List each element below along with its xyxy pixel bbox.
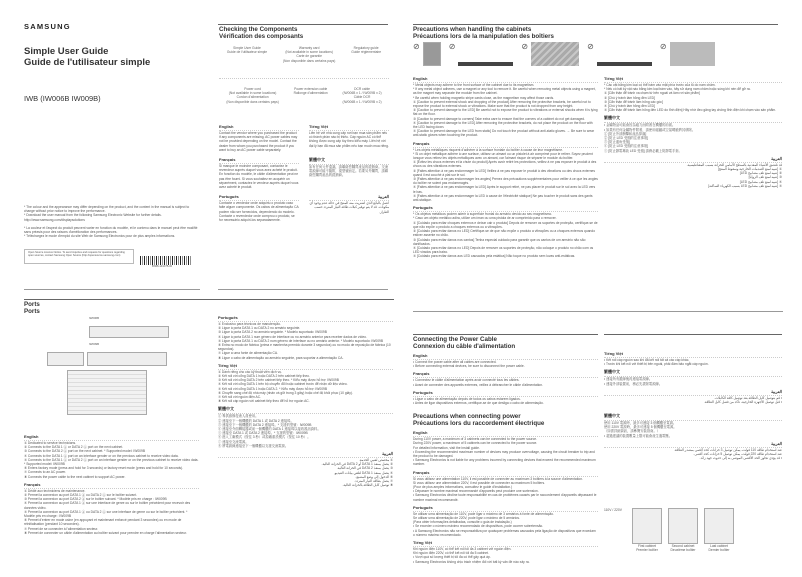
paragraph: ② [تنبيه لمنع تلف مصابيح LED] bbox=[739, 171, 782, 176]
paragraph: （如需詳細資訊，請參閱安裝指南。） bbox=[604, 429, 661, 434]
paragraph: ④ [Caution to prevent damage to the LED] After removing the protective brackets, do not place the product on the floor with the LED facing down. bbox=[413, 120, 593, 130]
paragraph: ⑤ [Cuidado para evitar danos aos LED causados pela estática] Não toque no produto sem luvas anti-estáticas. bbox=[413, 254, 576, 259]
paragraph: • Connect the power cable after all cables are connected. bbox=[413, 360, 497, 364]
paragraph: ⑧ Ligue o cabo de alimentação ao armário seguinte, para suportar a alimentação CA. bbox=[218, 355, 344, 360]
language-block bbox=[604, 115, 782, 152]
paragraph: ④ [Chú ý tránh làm hỏng đèn LED] bbox=[604, 104, 655, 109]
paragraph: * Os objetos metálicos podem aderir à superfície frontal do armário devido ao seu magnetismo. bbox=[413, 212, 553, 217]
paragraph: 如有任何元件遺漏，請聯絡您購買產品的經銷商。交流電源線可能不隨附，視型號而定。若要另外購買，請聯絡您購買產品的經銷商。 bbox=[309, 165, 389, 178]
paragraph: 使用 220V 電源時，最多可連接 5 個機櫃至電源。 bbox=[604, 425, 677, 430]
language-heading: Français bbox=[219, 157, 299, 164]
language-heading: Português bbox=[219, 194, 299, 201]
paragraph: ① Dedicated to service technicians. bbox=[24, 441, 77, 445]
precautions-title-fr: Précautions lors de la manipulation des boîtiers bbox=[413, 33, 554, 40]
ports-diagram bbox=[87, 316, 207, 415]
language-heading: العربية bbox=[604, 441, 782, 448]
paragraph: ⑤ Connects to the DATA 1 ⓖ or DATA 2 ⓖ port on an interface gender or on the previous cabinet to receive video data. * Supported model: IW009B bbox=[24, 457, 199, 467]
paragraph: • Se exceder o número máximo recomendado de dispositivos, pode ocorrer sobretensão. bbox=[413, 524, 544, 529]
language-heading: العربية bbox=[309, 194, 389, 201]
paragraph: Si manque le moindre composant, contactez le revendeur auprès duquel vous avez acheté le produit. En fonction du modèle, le câble d'alimentation peut ne pas être fourni. Si vous souhaitez en acquérir un séparément, contactez le vendeur auprès duquel vous avez acheté le produit. bbox=[219, 164, 299, 190]
prohibited-icon: ⊘ bbox=[413, 42, 420, 51]
paragraph: ② Permet la connexion au port DATA 1 ⓖ ou DATA 2 ⓖ sur le boîtier suivant. bbox=[24, 493, 138, 498]
language-heading: Tiếng Việt bbox=[218, 363, 393, 370]
paragraph: * Les objets métalliques risquent d'adhérer à la surface frontale du boîtier à cause de leur magnétisme. bbox=[413, 147, 563, 152]
paragraph: ⑧ 將電源線連接至下一個機櫃以支援交流電源。 bbox=[218, 443, 289, 448]
paragraph: ⑤ Permet la connexion au port DATA 1 ⓖ ou DATA 2 ⓖ sur une interface de genre ou sur le boîtier précédent. * Modèle pris en charge : IW009B bbox=[24, 509, 188, 519]
paragraph: • 金屬物品可能會因為磁力而附著在機櫃的前面。 bbox=[604, 123, 676, 128]
paragraph: ⑤ [防止靜電導致 LED 受損] 請務必戴上防靜電手套。 bbox=[604, 148, 682, 153]
component-label: Câble DCR bbox=[353, 95, 371, 100]
paragraph: ① Exclusivo para técnicos de manutenção. bbox=[218, 322, 281, 326]
language-block bbox=[413, 430, 598, 466]
paragraph: • قم بتوصيل كابل الطاقة بعد توصيل كافة الكابلات. bbox=[714, 395, 782, 400]
component-label: Power extension cable bbox=[294, 87, 328, 91]
language-heading: Português bbox=[413, 205, 598, 212]
paragraph: ③ يتصل بمنفذ DATA 2 في الخزانة التالية. bbox=[336, 466, 393, 471]
paragraph: ⑤ [Cẩn thận để tránh làm hỏng đèn LED do tĩnh điện] Hãy nhớ đeo găng tay chống tĩnh điện khi chạm vào sản phẩm. bbox=[604, 108, 777, 113]
paragraph: • قد يؤدي تجاوز الحد الأقصى الموصى به إلى حدوث جهد زائد. bbox=[699, 456, 782, 461]
paragraph: ② [Chú ý tránh làm hỏng đèn LED] bbox=[604, 95, 655, 100]
open-source-text: Open Source Licence Notice. To send inquiries and requests for questions regarding open sources, contact Samsung Open Source (http://opensource.samsung.com) bbox=[28, 251, 125, 258]
paragraph: ④ Permet la connexion au port DATA 1 ⓖ sur une interface de genre ou sur le boîtier précédent pour recevoir des données vidéo. bbox=[24, 501, 191, 510]
paragraph: ④ يتصل بمنفذ DATA 1 لتلقي بيانات الفيديو. bbox=[333, 470, 393, 475]
paragraph: • Avant de connecter des appareils externes, veillez à débrancher le câble d'alimentation. bbox=[413, 382, 544, 387]
paragraph: • Trước khi kết nối với thiết bị bên ngoài, phải đảm bảo ngắt cáp nguồn. bbox=[604, 362, 709, 367]
component-label: Guide de l'utilisateur simple bbox=[226, 50, 268, 55]
language-heading: Français bbox=[413, 141, 598, 148]
open-source-notice bbox=[24, 249, 134, 264]
power-prec-title-en: Precautions when connecting power bbox=[413, 413, 521, 421]
paragraph: ① مخصص لفنيي الخدمة. bbox=[358, 458, 393, 463]
guide-title-fr: Guide de l'utilisateur simple bbox=[24, 56, 151, 68]
language-heading: 繁體中文 bbox=[218, 406, 393, 414]
note-text: * Download the user manual from the following Samsung Electronic Website for further details. http://www.samsung.com/displaysolutions bbox=[24, 213, 162, 222]
paragraph: ⑥ 進入工廠模式（按住 3 秒）或原廠重設模式（按住 10 秒）。 bbox=[218, 435, 311, 440]
second-cabinet-figure bbox=[668, 508, 698, 544]
component-label: (IW006B x 1 / IW009B x 2) bbox=[342, 99, 382, 104]
language-block bbox=[219, 154, 299, 189]
paragraph: ① [Caution to prevent external shock and dropping of the product] After removing the protective brackets, be careful not to expose the product to external shock or vibrations. Make sure that the product is not dropped from any height. bbox=[413, 99, 591, 109]
paragraph: ④ [防止 LED 受損的注意事項] bbox=[604, 144, 648, 149]
component-label: (Not available in some locations) bbox=[285, 50, 333, 55]
paragraph: ③ [Caution to prevent damage to corners] Take extra care to ensure that the corners of a cabinet do not get damaged. bbox=[413, 116, 586, 121]
paragraph: • Samsung Electronics is not liable for any problems incurred by connecting devices that exceed the recommended maximum number. bbox=[413, 458, 596, 467]
paragraph: عند استخدام طاقة 110 فولت، يمكن توصيل 3 خزانات كحد أقصى بمصدر الطاقة. bbox=[673, 447, 782, 452]
language-heading: English bbox=[24, 434, 199, 441]
language-block bbox=[218, 363, 393, 404]
paragraph: * Si un objet métallique adhère à une surface, utilisez un aimant ou un pistolet à air comprimé pour le retirer. Soyez prudent lorsque vous retirez les objets métalliques avec un aimant, car l'aimant risque de séparer le module du boîtier. bbox=[413, 151, 593, 161]
paragraph: ③ [防止邊角受損] bbox=[604, 140, 630, 145]
component-label: DCR cable bbox=[354, 87, 371, 91]
language-block bbox=[309, 121, 389, 152]
paragraph: ③ Kết nối với cổng DATA 2 trên cabinet tiếp theo. * Kiểu máy được hỗ trợ: IW009B bbox=[218, 378, 339, 383]
paragraph: ① Dành riêng cho các kỹ thuật viên dịch vụ. bbox=[218, 369, 282, 374]
language-heading: Tiếng Việt bbox=[604, 76, 782, 83]
paragraph: ② 連接至下一個機櫃的 DATA 1 或 DATA 2 連接埠。 bbox=[218, 418, 294, 423]
paragraph: • A Samsung Electronics não se responsabiliza por quaisquer problemas causados pela ligação de dispositivos que excedam o número máximo recomendado. bbox=[413, 528, 596, 537]
paragraph: Contact the vendor where you purchased the product if any components are missing. AC power cables may not be provided depending on the model. Contact the dealer from whom you purchased the product if you want to buy an AC power cable separately. bbox=[219, 131, 298, 152]
fig-label: Premier boîtier bbox=[636, 548, 658, 553]
component-item bbox=[283, 46, 335, 63]
paragraph: ① 專供維修技術人員使用。 bbox=[218, 414, 259, 419]
paragraph: ⑤ 連接至 DATA 1 或 DATA 2 連接埠。* 支援的型號：IW009B bbox=[218, 431, 308, 436]
samsung-logo: SAMSUNG bbox=[24, 22, 71, 31]
paragraph: (Pour de plus amples informations, consultez le guide d'installation.) bbox=[413, 485, 513, 490]
paragraph: ④ Kết nối với cổng DATA 1 trên bộ chuyển đổi hoặc cabinet trước để nhận dữ liệu video. bbox=[218, 382, 348, 387]
barcode-code: BN68-14107B-00 bbox=[152, 265, 173, 268]
language-block bbox=[219, 121, 299, 152]
paragraph: ② Kết nối với cổng DATA 1 hoặc DATA 2 trên cabinet tiếp theo. bbox=[218, 374, 310, 379]
language-heading: 繁體中文 bbox=[604, 413, 782, 421]
language-block bbox=[219, 191, 299, 222]
language-heading: Português bbox=[413, 505, 598, 512]
paragraph: ⑤ Kết nối với cổng DATA 1 hoặc DATA 2. * Kiểu máy được hỗ trợ: IW009B bbox=[218, 386, 328, 391]
note-text: * The colour and the appearance may differ depending on the product, and the content in the manual is subject to change without prior notice to improve the performance. bbox=[24, 205, 190, 214]
cover-notes bbox=[24, 205, 199, 238]
component-label: (Not available in some locations) bbox=[228, 91, 277, 96]
note-text: * La couleur et l'aspect du produit peuvent varier en fonction du modèle, et le contenu dans le manuel peut être modifié sans préavis pour des raisons d'amélioration des performances. bbox=[24, 225, 198, 235]
paragraph: ⑤ [Caution to prevent damage to the LED from static] Do not touch the product without anti-static gloves. → Be sure to wear anti-static gloves when touching the product. bbox=[413, 129, 595, 138]
paragraph: • Dépasser le nombre maximal recommandé d'appareils peut produire une surtension. bbox=[413, 489, 539, 494]
model-label-iw006b: IW006B bbox=[89, 316, 99, 320]
paragraph: For detailed information, visit the install guide. bbox=[413, 445, 480, 450]
paragraph: ⑧ Kết nối cáp nguồn với cabinet tiếp theo để hỗ trợ nguồn AC. bbox=[218, 399, 310, 404]
paragraph: ⑦ Connects to an AC power. bbox=[24, 470, 66, 475]
language-heading: Tiếng Việt bbox=[309, 124, 389, 131]
language-heading: Français bbox=[413, 371, 598, 378]
component-label: (Non disponible dans certains pays) bbox=[282, 58, 336, 63]
components-section bbox=[219, 26, 389, 224]
language-heading: 繁體中文 bbox=[604, 115, 782, 123]
paragraph: ② [Caution to prevent damage to the LED] Be careful not to expose the product to vibrations or external shocks when it is lying flat on the floor. bbox=[413, 108, 598, 117]
paragraph: ⑥ الدخول إلى وضع المصنع. bbox=[355, 474, 393, 479]
paragraph: ④ [تنبيه لمنع تلف مصابيح LED] bbox=[739, 179, 782, 184]
paragraph: * If any metal object adheres, use a magnet or any tool to remove it. Be careful when removing metal objects using a magnet, as the magnet may separate the module from the cabinet. bbox=[413, 87, 596, 96]
language-block bbox=[413, 353, 598, 368]
component-item bbox=[294, 87, 328, 95]
paragraph: • Vượt quá số lượng thiết bị tối đa có thể gây quá áp. bbox=[413, 555, 491, 560]
ports-title-en: Ports bbox=[24, 301, 40, 308]
component-label: Simple User Guide bbox=[233, 46, 261, 50]
precaution-illustrations bbox=[413, 42, 793, 70]
language-heading: Português bbox=[218, 315, 393, 322]
language-heading: 繁體中文 bbox=[309, 157, 389, 165]
language-block bbox=[413, 505, 598, 537]
paragraph: ③ Ligue à porta DATA 2 no armário seguinte. * Modelo suportado: IW009B bbox=[218, 330, 327, 335]
language-block bbox=[24, 434, 199, 479]
paragraph: * Các vật bằng kim loại có thể bám vào mặt phía trước của tủ do nam châm. bbox=[604, 83, 716, 87]
language-heading: Tiếng Việt bbox=[604, 351, 782, 358]
language-block bbox=[309, 191, 389, 222]
paragraph: * Caso um objeto metálico adira, utilize um íman ou uma pistola de ar comprimido para o remover. bbox=[413, 216, 557, 221]
language-heading: العربية bbox=[604, 389, 782, 396]
language-block bbox=[413, 76, 598, 138]
paragraph: ② [防止 LED 受損的注意事項] bbox=[604, 136, 648, 141]
language-block bbox=[604, 76, 782, 112]
language-heading: العربية bbox=[604, 156, 782, 163]
paragraph: ④ Connects to the DATA 1 ⓖ port on an interface gender or on the previous cabinet to receive video data. bbox=[24, 453, 179, 458]
paragraph: ④ Ligue à porta DATA 1 num género de interface ou no armário anterior para receber dados de vídeo. bbox=[218, 334, 367, 339]
model-label-iw009b: IW009B bbox=[89, 342, 99, 347]
paragraph: ⑥ Entra no modo de fábrica (prima e mantenha premido durante 3 segundos) ou no modo de reposição de fábrica (10 segundos). bbox=[218, 343, 391, 352]
paragraph: ② [Faites attention à ne pas endommager la LED] Veillez à ne pas exposer le produit à des vibrations ou des chocs externes quand il est couché à plat sur le sol. bbox=[413, 168, 596, 177]
paragraph: ⑥ Chuyển sang chế độ nhà máy (nhấn và giữ trong 3 giây) hoặc chế độ khôi phục (10 giây). bbox=[218, 390, 353, 395]
paragraph: ③ [Cẩn thận để tránh làm hỏng các góc] bbox=[604, 99, 663, 104]
component-item bbox=[351, 46, 381, 54]
language-heading: English bbox=[413, 430, 598, 437]
paragraph: • Ligue o cabo de alimentação depois de todos os cabos estarem ligados. bbox=[413, 396, 521, 401]
language-block bbox=[218, 315, 393, 360]
paragraph: • قبل توصيل الأجهزة الخارجية، تأكد من فصل كابل الطاقة. bbox=[703, 400, 782, 405]
paragraph: Contacte o vendedor onde adquiriu o produto caso falte algum componente. Os cabos de alimentação CA podem não ser fornecidos, dependendo do modelo. Contacte o revendedor onde comprou o produto, se for necessário adquiri-los separadamente. bbox=[219, 201, 299, 223]
paragraph: • 連接所有纜線後再連接電源線。 bbox=[604, 377, 653, 382]
paragraph: ① [Cuidado para evitar choques externos e deixar cair o produto] Depois de remover os suportes de proteção, certifique-se de que não expõe o produto a choques externos ou a vibrações. bbox=[413, 220, 598, 229]
paragraph: ③ 連接至下一個機櫃的 DATA 2 連接埠。* 支援的型號：IW009B bbox=[218, 422, 312, 427]
paragraph: ② Ligue à porta DATA 1 ou DATA 2 no armário seguinte. bbox=[218, 326, 301, 331]
language-block bbox=[24, 482, 199, 535]
paragraph: * Nếu có bất kỳ vật nào bằng kim loại bám vào, hãy sử dụng nam châm hoặc súng khí nén để gỡ ra. bbox=[604, 87, 751, 92]
paragraph: ④ 連接至介面轉接器或前一個機櫃的 DATA 1 連接埠以接收視訊資料。 bbox=[218, 427, 321, 432]
fig-label: First cabinet bbox=[638, 544, 656, 548]
component-label: Carte de garantie bbox=[296, 54, 322, 59]
paragraph: • Kết nối cáp nguồn sau khi đã kết nối tất cả các cáp khác. bbox=[604, 358, 690, 362]
prohibited-icon: ⊘ bbox=[587, 42, 594, 51]
cabinet-rear-diagram bbox=[67, 370, 147, 415]
fig-label: Deuxième boîtier bbox=[670, 548, 696, 553]
paragraph: ⑤ [تنبيه لمنع تلف مصابيح LED بسبب الكهرباء الساكنة] bbox=[708, 183, 782, 188]
paragraph: ① Dédié aux techniciens de maintenance. bbox=[24, 488, 86, 493]
component-label: (Non disponible dans certains pays) bbox=[226, 99, 279, 104]
language-heading: English bbox=[219, 124, 299, 131]
paragraph: * Metal objects may adhere to the front surface of the cabinet due to its magnetism. bbox=[413, 83, 535, 87]
language-block bbox=[604, 156, 782, 188]
components-title-fr: Vérification des composants bbox=[219, 33, 304, 40]
paragraph: • Antes de ligar dispositivos externos, certifique-se de que desliga o cabo de alimentação. bbox=[413, 401, 544, 406]
language-heading: Français bbox=[413, 470, 598, 477]
language-heading: English bbox=[413, 353, 598, 360]
paragraph: • Connectez le câble d'alimentation après avoir connecté tous les câbles. bbox=[413, 378, 520, 383]
paragraph: • 連接外部裝置前，務必先拔除電源線。 bbox=[604, 381, 663, 386]
paragraph: ⑤ Ligue à porta DATA 1 ou DATA 2 num género de interface ou no armário anterior. * Modelo suportado: IW009B bbox=[218, 338, 384, 343]
paragraph: قد تلتصق الأشياء المعدنية بالسطح الأمامي للخزانة بسبب المغناطيسية. bbox=[686, 162, 782, 167]
component-label: Guide réglementaire bbox=[351, 50, 382, 55]
component-label: Power cord bbox=[244, 87, 261, 91]
paragraph: ③ [تنبيه لمنع تلف الزوايا] bbox=[748, 175, 782, 180]
paragraph: ① [Évitez les chocs externes et la chute du produit] Après avoir retiré les protections, veillez à ne pas exposer le produit à des chocs ou des vibrations externes. bbox=[413, 160, 597, 169]
last-cabinet-figure bbox=[704, 508, 734, 544]
power-title-fr: Connexion du câble d'alimentation bbox=[413, 343, 516, 350]
precautions-section bbox=[413, 26, 603, 40]
illustration-1 bbox=[413, 42, 441, 70]
paragraph: ③ [Faites attention à ne pas endommager les angles] Prenez des précautions supplémentaires pour veiller à ce que les angles du boîtier ne soient pas endommagés. bbox=[413, 177, 598, 186]
paragraph: • Before connecting external devices, be sure to disconnect the power cable. bbox=[413, 364, 525, 369]
prohibited-icon: ⊘ bbox=[659, 42, 667, 51]
paragraph: ⑧ Connects the power cable to the next cabinet to support AC power. bbox=[24, 474, 126, 479]
paragraph: ⑧ Permet de connecter un câble d'alimentation au boîtier suivant pour prendre en charge l'alimentation secteur. bbox=[24, 530, 187, 535]
language-heading: English bbox=[413, 76, 598, 83]
paragraph: ⑦ يتصل بطاقة التيار المتردد. bbox=[354, 479, 393, 484]
paragraph: • Samsung Electronics décline toute responsabilité en cas de problèmes causés par le raccordement d'appareils dépassant le nombre maximal recommandé. bbox=[413, 493, 597, 502]
fig-label: Second cabinet bbox=[671, 544, 695, 548]
paragraph: اتصل بالبائع الذي اشتريت منه المنتج في حالة عدم وجود أي مكونات. قد لا يتم توفير كبلات طاقة التيار المتردد حسب الطراز. bbox=[309, 201, 389, 214]
language-block bbox=[604, 389, 782, 404]
paragraph: 使用 110V 電源時，最多可連接 3 個機櫃至電源。 bbox=[604, 421, 677, 425]
language-block bbox=[604, 413, 782, 438]
paragraph: (Para obter informações detalhadas, consulte o guia de instalação.) bbox=[413, 520, 512, 525]
language-block bbox=[218, 451, 393, 487]
paragraph: • Samsung Electronics không chịu trách nhiệm đối với bất kỳ vấn đề nào xảy ra. bbox=[413, 559, 530, 564]
paragraph: ① [تنبيه لمنع الصدمات الخارجية وسقوط المنتج] bbox=[717, 167, 782, 172]
power-title-en: Connecting the Power Cable bbox=[413, 336, 497, 343]
paragraph: عند استخدام طاقة 220 فولت، يمكن توصيل 5 خزانات كحد أقصى. bbox=[693, 452, 782, 457]
prohibited-icon: ⊘ bbox=[448, 42, 456, 51]
illustration-4 bbox=[587, 42, 652, 70]
power-connection-figure bbox=[604, 508, 782, 552]
paragraph: * Be careful when holding magnetic stripe cards close, as the magnetism may affect those cards. bbox=[413, 95, 555, 100]
paragraph: Se utilizar uma alimentação de 220V, pode ligar o máximo de 5 armários. bbox=[413, 516, 520, 521]
model-name: IWB (IW006B IW009B) bbox=[24, 94, 101, 103]
ports-section bbox=[24, 301, 40, 315]
paragraph: • Exceeding the recommended maximum number of devices may produce overvoltage, causing the circuit breaker to trip and the product to be damaged. bbox=[413, 449, 595, 459]
paragraph: • 如果有任何金屬物件附著，請使用磁鐵或空氣噴槍將其移除。 bbox=[604, 127, 696, 132]
component-item bbox=[343, 87, 382, 104]
paragraph: ⑦ Kết nối với nguồn điện AC. bbox=[218, 395, 262, 400]
language-heading: Français bbox=[24, 482, 199, 489]
paragraph: ② [Cuidado para evitar danos no LED] Certifique-se de que não expõe o produto a vibrações ou a choques externos quando estiver assente no chão. bbox=[413, 229, 596, 238]
language-block bbox=[413, 141, 598, 203]
paragraph: ⑤ [Faites attention à ne pas endommager la LED à cause de l'électricité statique] Ne pas toucher le produit sans des gants anti-statique. bbox=[413, 193, 593, 203]
language-block bbox=[309, 154, 389, 189]
component-item bbox=[226, 87, 278, 104]
component-label: Rallonge d'alimentation bbox=[293, 91, 328, 96]
prohibited-icon: ⊘ bbox=[521, 42, 529, 51]
paragraph: ③ Connects to the DATA 2 ⓖ port on the next cabinet. * Supported model: IW009B bbox=[24, 449, 146, 454]
component-item bbox=[227, 46, 267, 54]
paragraph: ① [Cẩn thận để tránh va chạm từ bên ngoài và làm rơi sản phẩm] bbox=[604, 91, 700, 96]
power-section bbox=[413, 336, 598, 577]
paragraph: ⑥ Enters factory mode (press and hold for 3 seconds) or factory reset mode (press and hold for 10 seconds). bbox=[24, 466, 184, 471]
paragraph: Khi nguồn điện 110V, có thể kết nối tối đa 3 cabinet với nguồn điện. bbox=[413, 547, 512, 552]
language-block bbox=[413, 205, 598, 258]
paragraph: ④ [Cuidado para evitar danos no LED] Depois de remover os suportes de proteção, não coloque o produto no chão com os LED virados para baixo. bbox=[413, 245, 594, 255]
language-heading: العربية bbox=[218, 451, 393, 458]
figure-voltage-label: 110V / 220V bbox=[604, 508, 622, 512]
paragraph: During 220V power, a maximum of 5 cabinets can be connected to the power source. bbox=[413, 441, 538, 446]
paragraph: ② Connects to the DATA 1 ⓖ or DATA 2 ⓖ port on the next cabinet. bbox=[24, 445, 124, 450]
component-label: (IW006B x 1 / IW009B x 2) bbox=[342, 91, 382, 96]
paragraph: ⑦ Permet de se connecter à l'alimentation secteur. bbox=[24, 526, 99, 531]
paragraph: • 超過建議的裝置數量上限可能會產生過電壓。 bbox=[604, 433, 673, 438]
component-label: Regulatory guide bbox=[353, 46, 379, 50]
component-label: Cordon d'alimentation bbox=[236, 95, 269, 100]
paragraph: ⑧ توصيل كابل الطاقة بالخزانة التالية. bbox=[342, 483, 393, 488]
language-heading: Tiếng Việt bbox=[413, 540, 598, 547]
paragraph: ⑦ Ligue a uma fonte de alimentação CA. bbox=[218, 351, 278, 356]
precautions-title-en: Precautions when handling the cabinets bbox=[413, 26, 532, 33]
illustration-3 bbox=[521, 42, 579, 70]
paragraph: ③ Permet la connexion au port DATA 2 ⓖ sur le boîtier suivant. * Modèle pris en charge : IW009B bbox=[24, 497, 167, 502]
port-panel-iw006b bbox=[89, 326, 169, 338]
paragraph: Si vous utilisez une alimentation 220V, il est possible de connecter au maximum 5 boîtiers. bbox=[413, 480, 546, 485]
paragraph: ② يتصل بمنفذ DATA 1 أو DATA 2 في الخزانة التالية. bbox=[321, 462, 393, 467]
paragraph: During 110V power, a maximum of 3 cabinets can be connected to the power source. bbox=[413, 437, 538, 442]
illustration-5 bbox=[660, 42, 715, 70]
illustration-2 bbox=[449, 42, 514, 70]
language-block bbox=[604, 369, 782, 385]
barcode bbox=[140, 256, 192, 265]
power-prec-title-fr: Précautions lors du raccordement électrique bbox=[413, 420, 545, 428]
paragraph: Liên hệ với nhà cung cấp nơi bạn mua sản phẩm nếu có thành phần nào bị thiếu. Cáp nguồn AC có thể không được cung cấp tùy theo kiểu máy. Liên hệ với đại lý bạn đã mua sản phẩm nếu bạn muốn mua riêng. bbox=[309, 131, 389, 148]
paragraph: ⑥ Permet d'entrer en mode usine (en appuyant et maintenant enfoncé pendant 3 secondes) ou en mode de réinitialisation (pendant 10 secondes). bbox=[24, 518, 182, 527]
language-block bbox=[218, 406, 393, 448]
components-title-en: Checking the Components bbox=[219, 26, 298, 33]
paragraph: ④ [Faites attention à ne pas endommager la LED] Après le support retiré, ne pas placer le produit sur le sol avec la LED vers le bas. bbox=[413, 185, 596, 194]
language-block bbox=[604, 351, 782, 366]
cover bbox=[24, 22, 199, 103]
paragraph: Se utilizar uma alimentação de 110V, pode ligar o máximo de 3 armários à fonte de alimentação. bbox=[413, 511, 554, 516]
language-block bbox=[413, 470, 598, 502]
language-block bbox=[413, 540, 598, 564]
language-heading: Português bbox=[413, 390, 598, 397]
language-heading: 繁體中文 bbox=[604, 369, 782, 377]
first-cabinet-figure bbox=[632, 508, 662, 544]
paragraph: Si vous utilisez une alimentation 110V, il est possible de connecter au maximum 3 boîtiers à la source d'alimentation. bbox=[413, 476, 583, 481]
component-label: Warranty card bbox=[298, 46, 320, 50]
paragraph: ③ [Cuidado para evitar danos nos cantos] Tenha especial cuidado para garantir que os cantos de um armário não são danificados. bbox=[413, 237, 586, 246]
fig-label: Dernier boîtier bbox=[708, 548, 730, 553]
guide-title-en: Simple User Guide bbox=[24, 46, 109, 57]
fig-label: Last cabinet bbox=[710, 544, 728, 548]
language-block bbox=[413, 371, 598, 386]
paragraph: ① [防止外部衝擊和產品掉落] bbox=[604, 131, 647, 136]
note-text: * Téléchargez le mode d'emploi du site Web de Samsung Electronics pour de plus amples informations. bbox=[24, 234, 176, 239]
paragraph: Khi nguồn điện 220V, có thể kết nối tối đa 5 cabinet. bbox=[413, 551, 489, 556]
ports-title-fr: Ports bbox=[24, 308, 40, 315]
language-block bbox=[413, 390, 598, 405]
paragraph: ⑦ 連接至交流電源。 bbox=[218, 439, 249, 444]
language-block bbox=[604, 441, 782, 461]
